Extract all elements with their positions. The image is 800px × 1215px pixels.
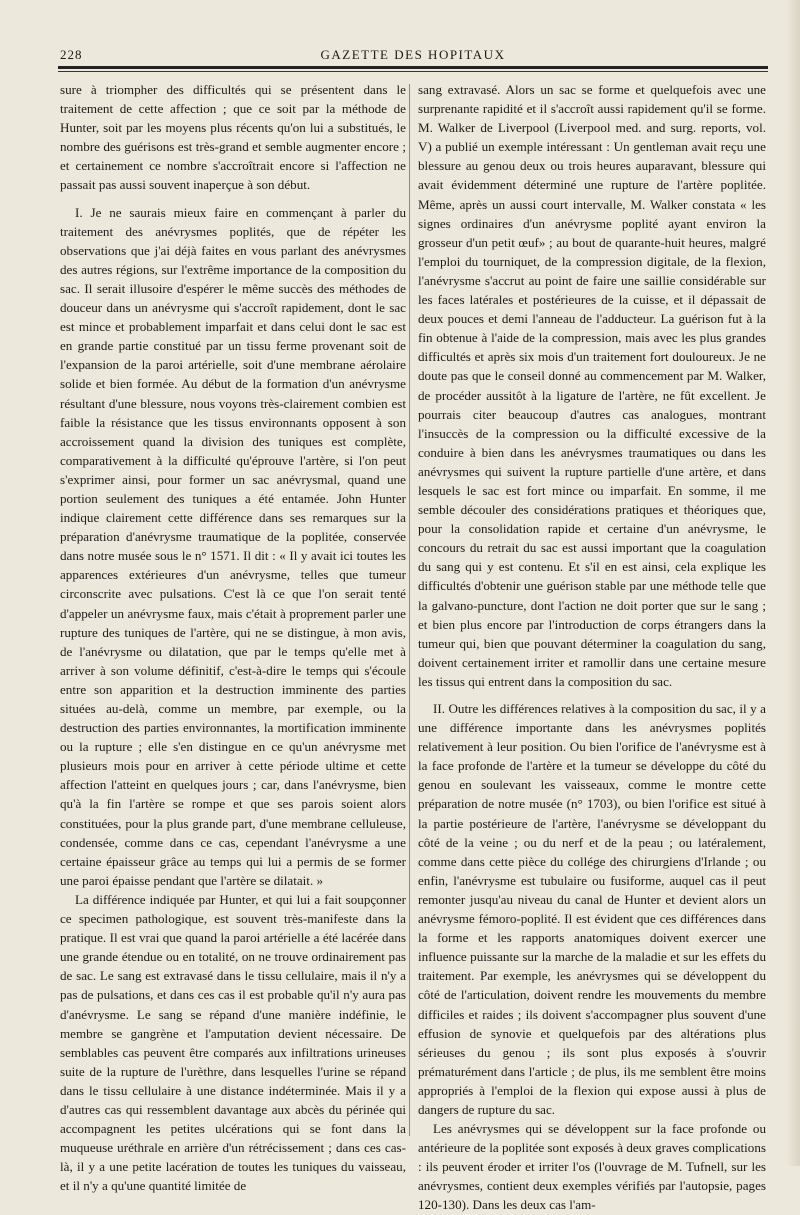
paragraph: II. Outre les différences relatives à la composition du sac, il y a une différence importante dans les anévrysmes poplités relativement à leur position. Ou bien l'orifice de l'anévrysme est à la face profonde de l'artère et la tumeur se développe du côté du genou en soulevant les vaisseaux, comme le montre cette préparation de notre musée (n° 1703), ou bien l'orifice est situé à la partie postérieure de l'artère, l'anévrysme se développant du côté de la veine ; ou du nerf et de la peau ; ou latéralement, comme dans cette pièce du collége des chirurgiens d'Irlande ; ou enfin, l'anévrysme est tubulaire ou fusiforme, auquel cas il peut remonter jusqu'au niveau du canal de Hunter et devient alors un anévrysme fémoro-poplité. Il est évident que ces différences dans la forme et les rapports anatomiques doivent exercer une influence puissante sur la marche de la maladie et sur les effets du traitement. Par exemple, les anévrysmes qui se développent du côté de l'articulation, doivent rendre les mouvements du membre difficiles et raides ; ils doivent s'accompagner plus souvent d'une effusion de synovie et quelquefois par des altérations plus sérieuses du genou ; ils sont plus exposés à s'ouvrir prématurément dans l'article ; de plus, ils me semblent être moins appropriés à l'emploi de la flexion qui expose aussi à plus de dangers de rupture du sac. (418, 701, 766, 1117)
header-rule-thick (58, 66, 768, 69)
journal-title: GAZETTE DES HOPITAUX (320, 47, 506, 62)
page-header (58, 44, 768, 66)
right-column (418, 80, 766, 1215)
scan-edge (786, 0, 800, 1166)
header-rule-thin (58, 71, 768, 72)
paragraph: Les anévrysmes qui se développent sur la face profonde ou antérieure de la poplitée sont exposés à deux graves complications : ils peuvent éroder et irriter l'os (l'ouvrage de M. Tufnell, sur les anévrysmes, contient deux exemples vérifiés par l'autopsie, pages 120-130). Dans les deux cas l'am- (418, 1121, 766, 1213)
paragraph: sure à triompher des difficultés qui se présentent dans le traitement de cette affection ; que ce soit par la méthode de Hunter, soit par les moyens plus récents qu'on lui a substitués, le nombre des guérisons est très-grand et semble augmenter encore ; et certainement ce nombre s'accroîtrait encore si l'affection ne passait pas aussi souvent inaperçue à son début. (60, 82, 406, 193)
page-number: 228 (60, 47, 83, 62)
paragraph: sang extravasé. Alors un sac se forme et quelquefois avec une surprenante rapidité et il s'accroît aussi rapidement qu'il se forme. M. Walker de Liverpool (Liverpool med. and surg. reports, vol. V) a publié un exemple intéressant : Un gentleman avait reçu une blessure au genou deux ou trois heures auparavant, blessure qui avait évidemment déterminé une rupture de l'artère poplitée. Même, après un aussi court intervalle, M. Walker constata « les signes ordinaires d'un anévrysme poplité ayant environ la grosseur d'un petit œuf» ; au bout de quarante-huit heures, malgré l'emploi du tourniquet, de la compression digitale, de la flexion, l'anévrysme s'accrut au point de faire une saillie considérable sur les faces latérales et postérieures de la cuisse, et il dépassait de deux pouces et demi l'anneau de l'adducteur. La guérison fut à la fin obtenue à l'aide de la compression, mais avec les plus grandes difficultés et après six mois d'un traitement fort douloureux. Je ne doute pas que le conseil donné au commencement par M. Walker, de procéder aussitôt à la ligature de l'artère, ne fût excellent. Je pourrais citer beaucoup d'autres cas analogues, montrant l'insuccès de la compression ou la difficulté excessive de la conduire à bien dans les anévrysmes traumatiques ou dans les anévrysmes qui suivent la rupture partielle d'une artère, et dans lesquels le sac est fort mince ou imparfait. En somme, il me semble découler des considérations pratiques et théoriques que, pour la consolidation rapide et certaine d'un anévrysme, le concours du retrait du sac est aussi important que la coagulation du sang qui y est contenu. Et s'il en est ainsi, cela explique les difficultés d'obtenir une guérison stable par une méthode telle que la galvano-puncture, dont l'action ne doit porter que sur le sang ; et bien plus encore par l'introduction de corps étrangers dans la tumeur qui, bien que pouvant déterminer la coagulation du sang, doivent certainement irriter et ramollir dans une certaine mesure les tissus qui entrent dans la composition du sac. (418, 82, 766, 689)
column-divider (409, 84, 410, 1136)
paragraph: La différence indiquée par Hunter, et qui lui a fait soupçonner ce specimen pathologique, est souvent très-manifeste dans la pratique. Il est vrai que quand la paroi artérielle a été lacérée dans une grande étendue ou en totalité, on ne trouve ordinairement pas de sac. Le sang est extravasé dans le tissu cellulaire, mais il n'y a pas de pulsations, et dans ces cas il est probable qu'il n'y aura pas d'anévrysme. Le sang se répand d'une manière indéfinie, le membre se gangrène et l'amputation devient nécessaire. De semblables cas peuvent être comparés aux infiltrations urineuses suite de la rupture de l'urèthre, dans lesquelles l'urine se répand dans le tissu cellulaire à une distance indéterminée. Mais il y a d'autres cas qui ressemblent davantage aux abcès du périnée qui accompagnent les petites ulcérations qui se font dans la muqueuse uréthrale en arrière d'un rétrécissement ; dans ces cas-là, il y a une petite lacération de toutes les tuniques du vaisseau, et il n'y a qu'une quantité limitée de (60, 891, 406, 1194)
paragraph: I. Je ne saurais mieux faire en commençant à parler du traitement des anévrysmes poplités, que de répéter les observations que j'ai déjà faites en vous parlant des anévrysmes des autres régions, sur l'extrême importance de la composition du sac. Il serait illusoire d'espérer le même succès des méthodes de douceur dans un anévrysme qui s'accroît rapidement, dont le sac est mince et probablement imparfait et dans celui dont le sac est en grande partie constitué par un tissu ferme provenant soit de l'expansion de la paroi artérielle, soit d'une membrane aérolaire solide et bien formée. Au début de la formation d'un anévrysme résultant d'une blessure, nous voyons très-clairement combien est faible la résistance que les tissus environnants opposent à son accroissement quand la division des tuniques est complète, comparativement à la difficulté qu'éprouve l'artère, si l'on peut s'exprimer ainsi, pour former un sac anévrysmal, quand une portion seulement des tuniques a été entamée. John Hunter indique clairement cette différence dans ses remarques sur la préparation d'anévrysme traumatique de la poplitée, conservée dans notre musée sous le n° 1571. Il dit : « Il y avait ici toutes les apparences extérieures d'un anévrysme, telles que tumeur circonscrite avec pulsations. C'est là ce que l'on serait tenté d'appeler un anévrysme faux, mais c'était à proprement parler une rupture des tuniques de l'artère, qui ne se distingue, à mon avis, de l'anévrysme ou dilatation, que par le temps qu'elle met à arriver à son volume définitif, c'est-à-dire le temps qui s'écoule entre son apparition et la destruction imminente des parties situées au-delà, comme un membre, par exemple, ou la destruction des parties environnantes, la mortification imminente ou la rupture ; elle s'en distingue en ce qu'un anévrysme met plusieurs mois pour en arriver à cette période ultime et cette affection l'atteint en quelques jours ; car, dans l'anévrysme, bien qu'à la fin l'artère se rompe et que ses parois soient alors constituées, pour la plus grande part, d'une membrane celluleuse, condensée, comme dans ce cas, cependant l'anévrysme a une certaine épaisseur grâce au temps qui lui a permis de se former une paroi épaisse pendant que l'artère se dilatait. » (60, 204, 406, 888)
left-column (60, 80, 406, 1195)
